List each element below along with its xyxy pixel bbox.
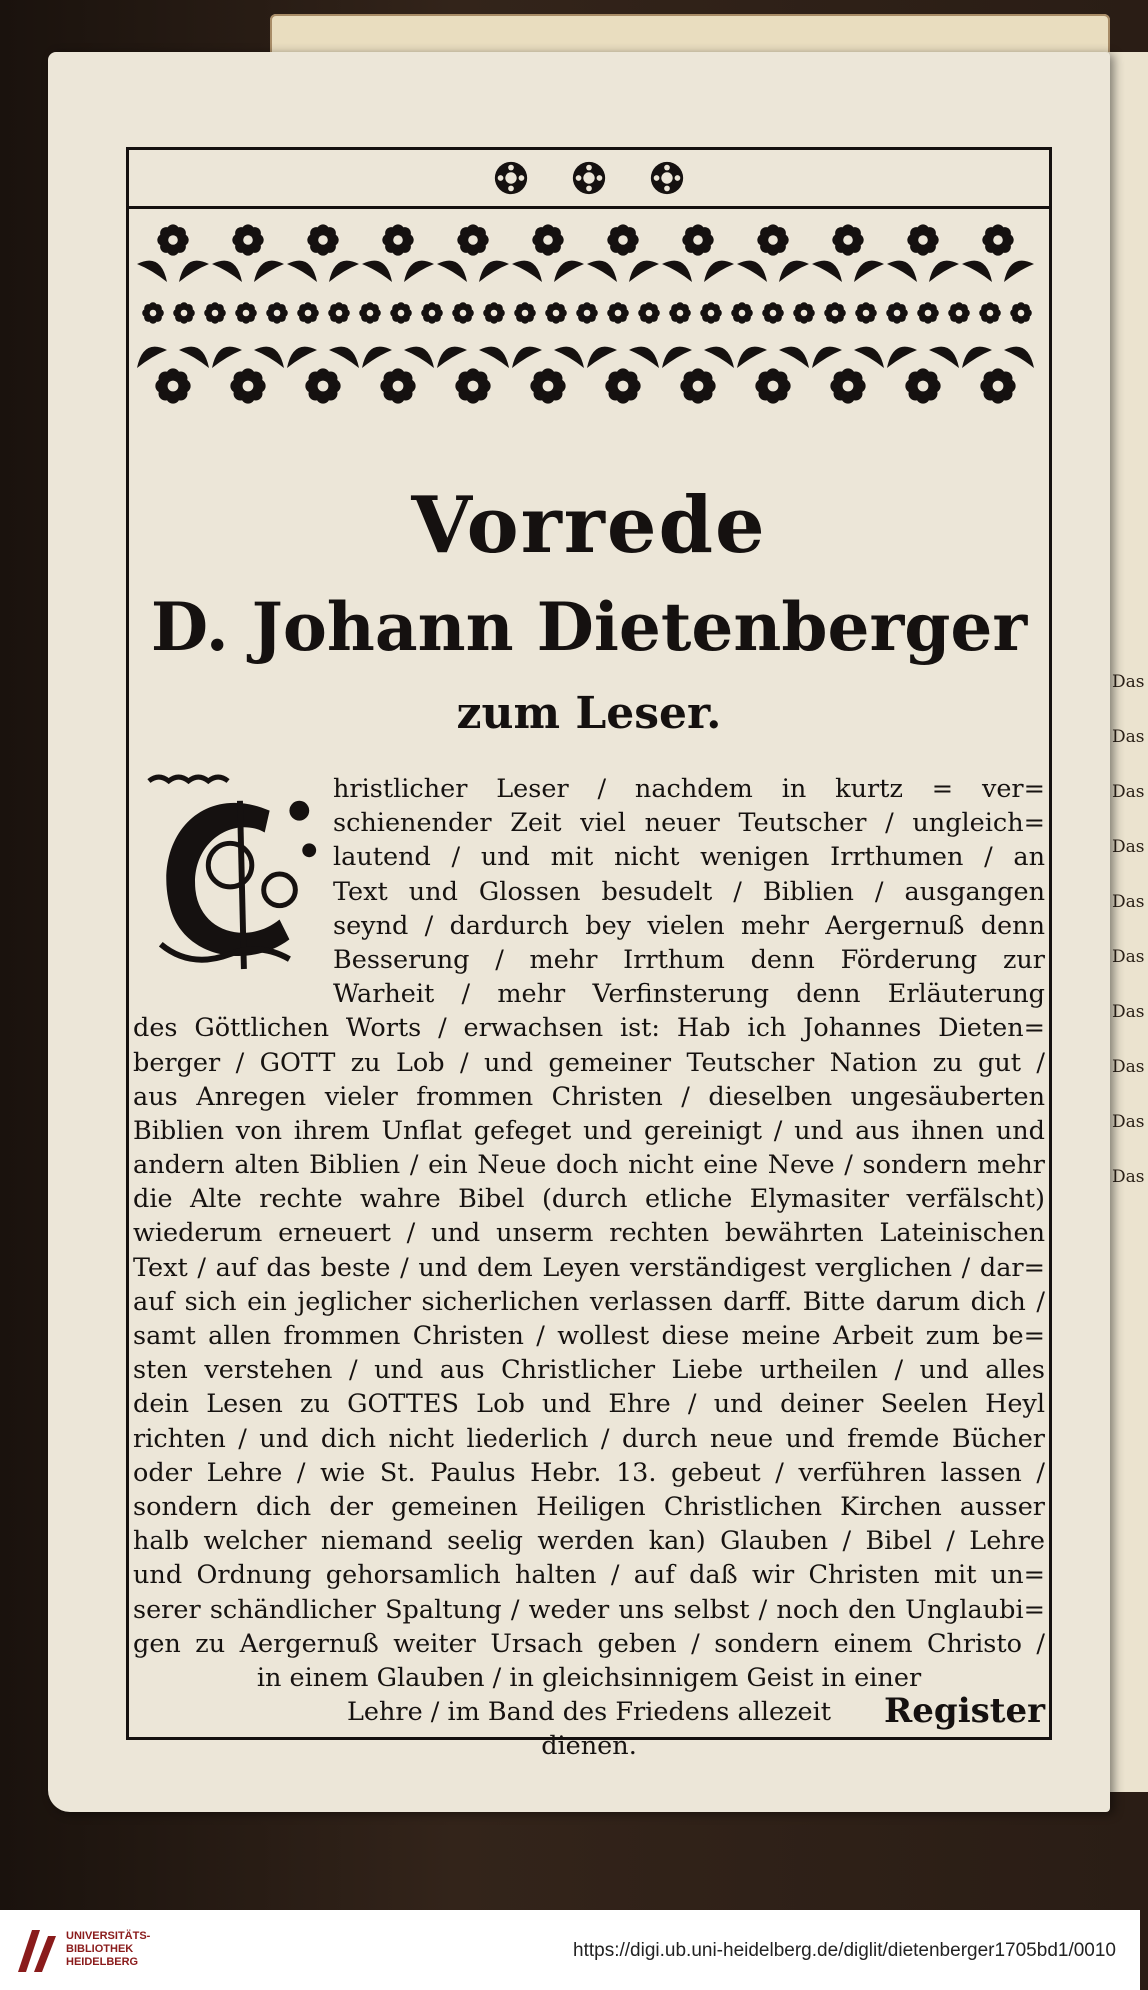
flower-ornament xyxy=(832,224,863,255)
leaf-ornament xyxy=(254,261,284,282)
text-line: in einem Glauben / in gleichsinnigem Geist in einer xyxy=(256,1662,922,1693)
leaf-ornament xyxy=(887,347,917,368)
small-flower-ornament xyxy=(173,302,195,324)
text-line: Lehre / im Band des Friedens allezeit xyxy=(346,1697,832,1728)
leaf-ornament xyxy=(704,347,734,368)
text-line: halb welcher niemand seelig werden kan) Glauben / Bibel / Lehre xyxy=(133,1526,1045,1557)
leaf-ornament xyxy=(962,261,992,282)
leaf-ornament xyxy=(137,347,167,368)
small-flower-ornament xyxy=(824,302,846,324)
page-url[interactable]: https://digi.ub.uni-heidelberg.de/diglit/dietenberger1705bd1/0010 xyxy=(573,1940,1116,1961)
leaf-ornament xyxy=(179,347,209,368)
text-line: andern alten Biblien / ein Neue doch nicht eine Neve / sondern mehr xyxy=(133,1150,1045,1181)
small-flower-ornament xyxy=(607,302,629,324)
text-line: Text und Glossen besudelt / Biblien / ausgangen xyxy=(333,876,1045,907)
text-line: die Alte rechte wahre Bibel (durch etliche Elymasiter verfälscht) xyxy=(133,1184,1045,1215)
flower-ornament xyxy=(830,368,865,403)
flower-ornament xyxy=(305,368,340,403)
catchword: Register xyxy=(884,1691,1045,1731)
leaf-ornament xyxy=(629,347,659,368)
adjacent-text-fragment: Das xyxy=(1112,1002,1145,1022)
rosette-icon xyxy=(648,159,686,197)
leaf-ornament xyxy=(404,261,434,282)
flower-ornament xyxy=(682,224,713,255)
leaf-ornament xyxy=(437,347,467,368)
leaf-ornament xyxy=(362,347,392,368)
flower-ornament xyxy=(607,224,638,255)
leaf-ornament xyxy=(587,261,617,282)
leaf-ornament xyxy=(329,261,359,282)
small-flower-ornament xyxy=(700,302,722,324)
leaf-ornament xyxy=(404,347,434,368)
small-flower-ornament xyxy=(638,302,660,324)
leaf-ornament xyxy=(929,261,959,282)
text-line: aus Anregen vieler frommen Christen / dieselben ungesäuberten xyxy=(133,1081,1045,1112)
adjacent-text-fragment: Das xyxy=(1112,947,1145,967)
leaf-ornament xyxy=(287,347,317,368)
leaf-ornament xyxy=(812,261,842,282)
text-line: dienen. xyxy=(541,1731,637,1762)
leaf-ornament xyxy=(554,261,584,282)
leaf-ornament xyxy=(1004,261,1034,282)
flower-band-middle xyxy=(135,298,1041,328)
rosette-icon xyxy=(570,159,608,197)
small-flower-ornament xyxy=(731,302,753,324)
adjacent-text-fragment: Das xyxy=(1112,1057,1145,1077)
adjacent-text-fragment: Das xyxy=(1112,1112,1145,1132)
library-name-line: UNIVERSITÄTS- xyxy=(66,1930,151,1942)
flower-ornament xyxy=(530,368,565,403)
text-line: berger / GOTT zu Lob / und gemeiner Teutscher Nation zu gut / xyxy=(133,1047,1045,1078)
leaf-ornament xyxy=(929,347,959,368)
text-line: auf sich ein jeglicher sicherlichen verlassen darff. Bitte darum dich / xyxy=(133,1286,1045,1317)
small-flower-ornament xyxy=(421,302,443,324)
text-line: oder Lehre / wie St. Paulus Hebr. 13. gebeut / verführen lassen / xyxy=(133,1457,1045,1488)
small-flower-ornament xyxy=(390,302,412,324)
small-flower-ornament xyxy=(297,302,319,324)
adjacent-text-fragment: Das xyxy=(1112,1167,1145,1187)
leaf-ornament xyxy=(704,261,734,282)
leaf-ornament xyxy=(512,261,542,282)
preface-text xyxy=(133,772,1045,1763)
small-flower-ornament xyxy=(1010,302,1032,324)
flower-band-bottom xyxy=(135,334,1041,414)
small-flower-ornament xyxy=(545,302,567,324)
small-flower-ornament xyxy=(142,302,164,324)
text-line: serer schändlicher Spaltung / weder uns selbst / noch den Unglaubi= xyxy=(133,1594,1045,1625)
leaf-ornament xyxy=(662,261,692,282)
flower-ornament xyxy=(455,368,490,403)
small-flower-ornament xyxy=(576,302,598,324)
leaf-ornament xyxy=(212,347,242,368)
adjacent-text-fragment: Das xyxy=(1112,727,1145,747)
library-name-line: HEIDELBERG xyxy=(66,1956,139,1968)
small-flower-ornament xyxy=(917,302,939,324)
leaf-ornament xyxy=(512,347,542,368)
text-line: lautend / und mit nicht wenigen Irrthumen / an xyxy=(333,842,1045,873)
flower-ornament xyxy=(157,224,188,255)
footer-bar xyxy=(0,1910,1140,1990)
text-line: dein Lesen zu GOTTES Lob und Ehre / und deiner Seelen Heyl xyxy=(133,1389,1045,1420)
page-frame xyxy=(126,147,1052,1762)
flower-ornament xyxy=(307,224,338,255)
leaf-ornament xyxy=(662,347,692,368)
flower-ornament xyxy=(382,224,413,255)
flower-ornament xyxy=(232,224,263,255)
small-flower-ornament xyxy=(514,302,536,324)
text-line: sten verstehen / und aus Christlicher Liebe urtheilen / und alles xyxy=(133,1355,1045,1386)
leaf-ornament xyxy=(1004,347,1034,368)
adjacent-page-edge xyxy=(1108,52,1148,1792)
adjacent-text-fragment: Das xyxy=(1112,782,1145,802)
text-line: Biblien von ihrem Unflat gefeget und gereinigt / und aus ihnen und xyxy=(133,1115,1045,1146)
leaf-ornament xyxy=(479,347,509,368)
flower-band-top xyxy=(135,218,1041,290)
text-line: und Ordnung gehorsamlich halten / auf daß wir Christen mit un= xyxy=(133,1560,1045,1591)
small-flower-ornament xyxy=(452,302,474,324)
leaf-ornament xyxy=(437,261,467,282)
small-flower-ornament xyxy=(762,302,784,324)
small-flower-ornament xyxy=(266,302,288,324)
small-flower-ornament xyxy=(235,302,257,324)
text-line: richten / und dich nicht liederlich / durch neue und fremde Bücher xyxy=(133,1423,1045,1454)
adjacent-text-fragment: Das xyxy=(1112,672,1145,692)
flower-ornament xyxy=(230,368,265,403)
text-line: seynd / dardurch bey vielen mehr Aergernuß denn xyxy=(333,910,1045,941)
leaf-ornament xyxy=(962,347,992,368)
small-flower-ornament xyxy=(979,302,1001,324)
small-flower-ornament xyxy=(483,302,505,324)
text-line: schienender Zeit viel neuer Teutscher / ungleich= xyxy=(333,808,1045,839)
text-line: Warheit / mehr Verfinsterung denn Erläuterung xyxy=(333,979,1045,1010)
small-flower-ornament xyxy=(886,302,908,324)
text-line: des Göttlichen Worts / erwachsen ist: Hab ich Johannes Dieten= xyxy=(133,1013,1045,1044)
leaf-ornament xyxy=(854,347,884,368)
flower-ornament xyxy=(605,368,640,403)
flower-ornament xyxy=(380,368,415,403)
small-flower-ornament xyxy=(948,302,970,324)
leaf-ornament xyxy=(179,261,209,282)
library-name xyxy=(66,1930,150,1969)
leaf-ornament xyxy=(287,261,317,282)
leaf-ornament xyxy=(254,347,284,368)
text-line: hristlicher Leser / nachdem in kurtz = ver= xyxy=(333,774,1045,804)
leaf-ornament xyxy=(887,261,917,282)
leaf-ornament xyxy=(629,261,659,282)
small-flower-ornament xyxy=(855,302,877,324)
rosette-icon xyxy=(492,159,530,197)
leaf-ornament xyxy=(779,261,809,282)
heading-vorrede: Vorrede xyxy=(411,480,767,571)
leaf-ornament xyxy=(854,261,884,282)
leaf-ornament xyxy=(362,261,392,282)
flower-ornament xyxy=(905,368,940,403)
text-line: samt allen frommen Christen / wollest diese meine Arbeit zum be= xyxy=(133,1321,1045,1351)
small-flower-ornament xyxy=(204,302,226,324)
leaf-ornament xyxy=(329,347,359,368)
leaf-ornament xyxy=(212,261,242,282)
flower-ornament xyxy=(982,224,1013,255)
small-flower-ornament xyxy=(669,302,691,324)
heading-author: D. Johann Dietenberger xyxy=(150,588,1028,666)
heading-reader: zum Leser. xyxy=(456,688,722,739)
flower-ornament xyxy=(907,224,938,255)
leaf-ornament xyxy=(587,347,617,368)
leaf-ornament xyxy=(554,347,584,368)
library-name-line: BIBLIOTHEK xyxy=(66,1943,134,1955)
flower-ornament xyxy=(757,224,788,255)
text-line: Text / auf das beste / und dem Leyen verständigest verglichen / dar= xyxy=(133,1252,1045,1283)
small-flower-ornament xyxy=(793,302,815,324)
flower-ornament xyxy=(155,368,190,403)
leaf-ornament xyxy=(137,261,167,282)
small-flower-ornament xyxy=(359,302,381,324)
text-line: sondern dich der gemeinen Heiligen Christlichen Kirchen ausser xyxy=(133,1491,1045,1522)
adjacent-text-fragment: Das xyxy=(1112,837,1145,857)
small-flower-ornament xyxy=(328,302,350,324)
flower-ornament xyxy=(980,368,1015,403)
leaf-ornament xyxy=(479,261,509,282)
university-library-logo-icon xyxy=(12,1924,60,1976)
top-rosettes xyxy=(129,150,1049,209)
flower-ornament xyxy=(457,224,488,255)
leaf-ornament xyxy=(779,347,809,368)
text-line: Besserung / mehr Irrthum denn Förderung zur xyxy=(333,944,1045,975)
flower-ornament xyxy=(680,368,715,403)
leaf-ornament xyxy=(737,261,767,282)
flower-ornament xyxy=(532,224,563,255)
leaf-ornament xyxy=(737,347,767,368)
adjacent-text-fragment: Das xyxy=(1112,892,1145,912)
text-line: wiederum erneuert / und unserm rechten bewährten Lateinischen xyxy=(133,1218,1045,1249)
text-line: gen zu Aergernuß weiter Ursach geben / sondern einem Christo / xyxy=(133,1628,1045,1659)
leaf-ornament xyxy=(812,347,842,368)
book-page xyxy=(48,52,1110,1812)
flower-ornament xyxy=(755,368,790,403)
